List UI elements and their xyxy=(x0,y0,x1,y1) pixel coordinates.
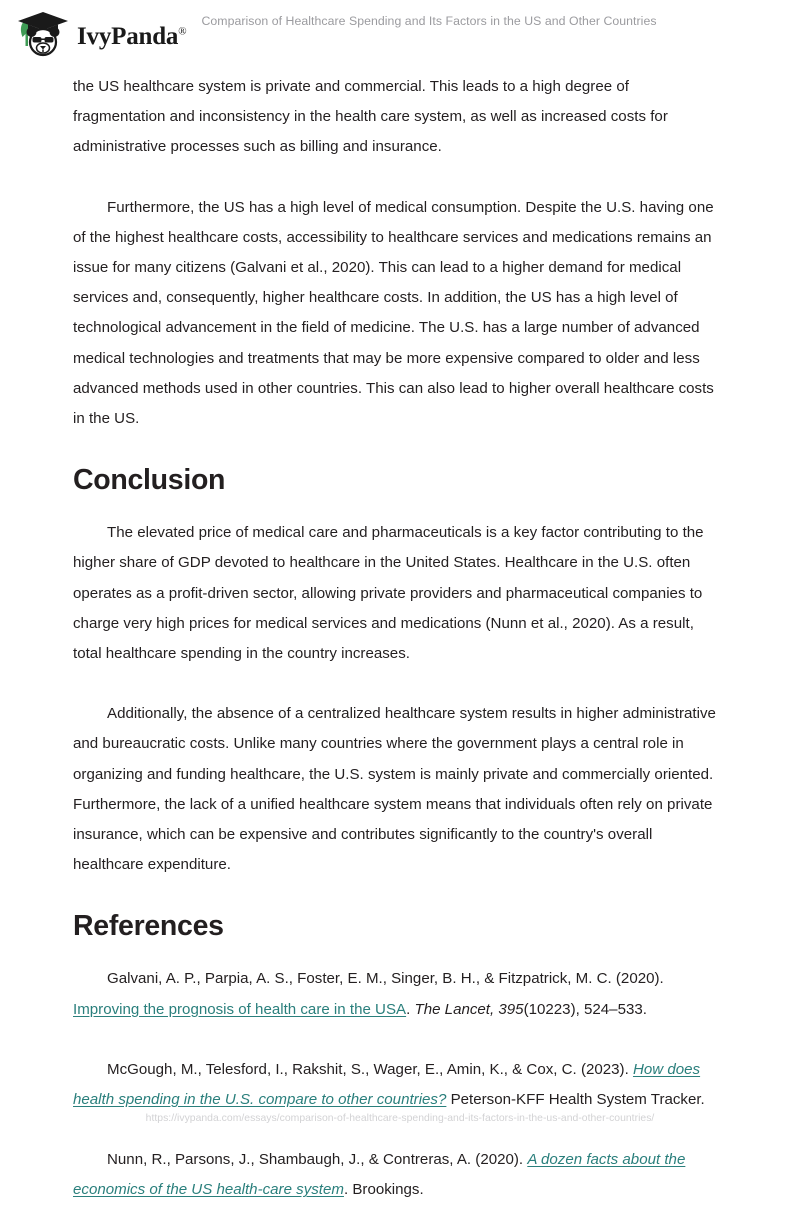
paragraph-elevated-price: The elevated price of medical care and pharmaceuticals is a key factor contributing to the higher share of GDP devoted to healthcare in the United States. Healthcare in the U.S. often operates as a profit-driven sector, allowing private providers and pharmaceutical companies to charge very high prices for medical services and medications (Nunn et al., 2020). As a result, total healthcare spending in the country increases. xyxy=(73,524,704,663)
heading-spacer-bottom xyxy=(73,943,723,964)
reference-entry xyxy=(73,1055,723,1115)
brand-name-text: IvyPanda xyxy=(77,22,179,50)
reference-authors-year: McGough, M., Telesford, I., Rakshit, S., Wager, E., Amin, K., & Cox, C. (2023). xyxy=(107,1060,633,1078)
footer-source-url[interactable]: https://ivypanda.com/essays/comparison-of-healthcare-spending-and-its-factors-in-the-us-and-other-countries/ xyxy=(145,1113,655,1124)
running-head-title: Comparison of Healthcare Spending and Its Factors in the US and Other Countries xyxy=(201,14,657,28)
page-footer xyxy=(0,1108,800,1126)
document-content xyxy=(73,72,723,1206)
reference-tail: Peterson-KFF Health System Tracker. xyxy=(450,1091,705,1109)
paragraph-spacer xyxy=(73,163,723,193)
reference-link[interactable]: A dozen facts about the economics of the US health-care system xyxy=(73,1151,686,1199)
reference-source-italic: The Lancet, 395 xyxy=(414,1000,524,1018)
reference-tail: . Brookings. xyxy=(343,1181,424,1199)
heading-spacer-top xyxy=(73,880,723,909)
reference-entry xyxy=(73,964,723,1024)
reference-authors-year: Nunn, R., Parsons, J., Shambaugh, J., & Contreras, A. (2020). xyxy=(107,1151,528,1169)
paragraph-continued-fragmentation: the US healthcare system is private and commercial. This leads to a high degree of fragmentation and inconsistency in the health care system, as well as increased costs for administrative processes such as billing and insurance. xyxy=(73,78,668,156)
paragraph-decentralized-admin: Additionally, the absence of a centralized healthcare system results in higher administrative and bureaucratic costs. Unlike many countries where the government plays a central role in organizing and funding healthcare, the U.S. system is mainly private and commercially oriented. Furthermore, the lack of a unified healthcare system means that individuals often rely on private insurance, which can be expensive and contributes significantly to the country's overall healthcare expenditure. xyxy=(73,705,716,874)
paragraph-spacer xyxy=(73,669,723,699)
reference-link[interactable]: Improving the prognosis of health care in the USA xyxy=(73,1000,407,1018)
reference-tail: (10223), 524–533. xyxy=(523,1000,647,1018)
registered-mark: ® xyxy=(178,25,187,38)
reference-punct: . xyxy=(406,1000,415,1018)
page-header xyxy=(0,0,800,60)
section-heading-conclusion: Conclusion xyxy=(73,464,226,497)
heading-spacer-bottom xyxy=(73,497,723,518)
paragraph-medical-consumption: Furthermore, the US has a high level of medical consumption. Despite the U.S. having one of the highest healthcare costs, accessibility to healthcare services and medications remains an issue for many citizens (Galvani et al., 2020). This can lead to a higher demand for medical services and, consequently, higher healthcare costs. In addition, the US has a high level of technological advancement in the field of medicine. The U.S. has a large number of advanced medical technologies and treatments that may be more expensive compared to older and less advanced methods used in other countries. This can also lead to higher overall healthcare costs in the US. xyxy=(73,198,714,428)
section-heading-references: References xyxy=(73,910,224,943)
reference-link[interactable]: How does health spending in the U.S. compare to other countries? xyxy=(73,1060,701,1109)
heading-spacer-top xyxy=(73,434,723,463)
reference-entry xyxy=(73,1145,723,1205)
reference-authors-year: Galvani, A. P., Parpia, A. S., Foster, E. M., Singer, B. H., & Fitzpatrick, M. C. (2020). xyxy=(107,970,664,988)
